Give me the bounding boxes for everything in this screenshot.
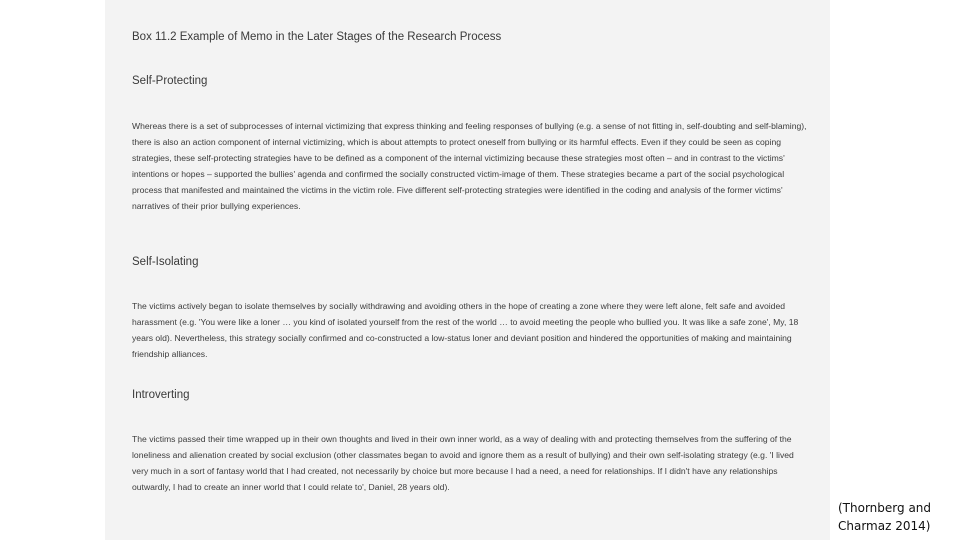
section-paragraph-self-isolating: The victims actively began to isolate themselves by socially withdrawing and avoiding others in the hope of creating a zone where they were left alone, felt safe and avoided harassment (e.g. 'You were like a loner … you kind of isolated yourself from the rest of the world … to avoid meeting the people who bullied you. It was like a safe zone', My, 18 years old). Nevertheless, this strategy socially confirmed and co-constructed a low-status loner and deviant position and hindered the opportunities of making and maintaining friendship alliances.	[132, 301, 799, 359]
section-paragraph-introverting: The victims passed their time wrapped up in their own thoughts and lived in their own inner world, as a way of dealing with and protecting themselves from the suffering of the loneliness and alienation created by social exclusion (other classmates began to avoid and ignore them as a result of bullying) and their own self-isolating strategy (e.g. 'I lived very much in a sort of fantasy world that I had created, not necessarily by choice but more because I had a need, a need for relationships. If I didn't have any relationships outwardly, I had to create an inner world that I could relate to', Daniel, 28 years old).	[132, 434, 794, 492]
citation: (Thornberg and Charmaz 2014)	[838, 501, 932, 533]
section-heading-self-isolating: Self-Isolating	[132, 256, 199, 268]
section-heading-introverting: Introverting	[132, 389, 190, 401]
section-heading-self-protecting: Self-Protecting	[132, 75, 208, 87]
box-title: Box 11.2 Example of Memo in the Later Stages of the Research Process	[132, 31, 502, 43]
section-paragraph-self-protecting: Whereas there is a set of subprocesses of internal victimizing that express thinking and feeling responses of bullying (e.g. a sense of not fitting in, self-doubting and self-blaming), there is also an action component of internal victimizing, which is about attempts to protect oneself from bullying or its harmful effects. Even if they could be seen as coping strategies, these self-protecting strategies have to be defined as a component of the internal victimizing because these strategies most often – and in contrast to the victims' intentions or hopes – supported the bullies' agenda and confirmed the socially constructed victim-image of them. These strategies became a part of the social psychological process that manifested and maintained the victims in the victim role. Five different self-protecting strategies were identified in the coding and analysis of the former victims' narratives of their prior bullying experiences.	[132, 121, 807, 211]
